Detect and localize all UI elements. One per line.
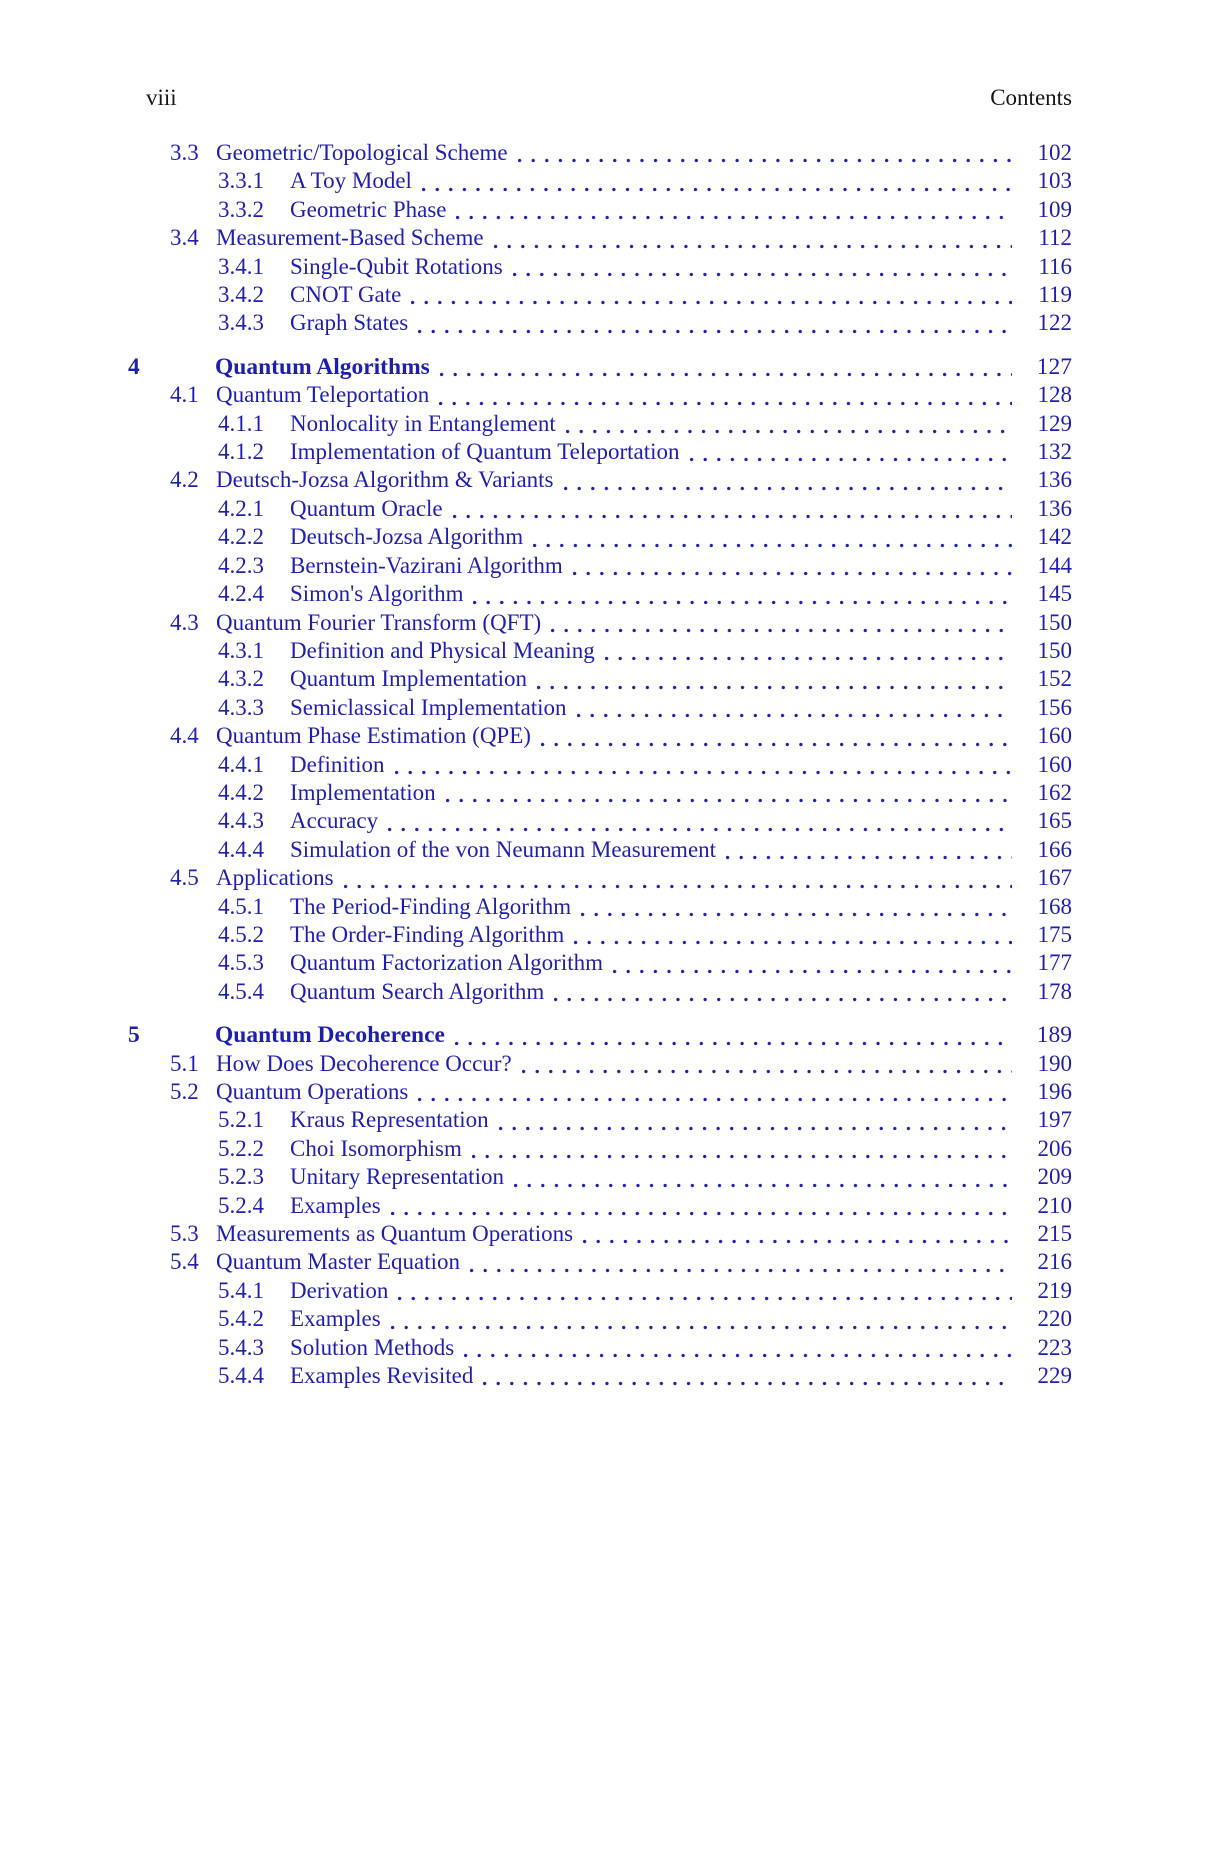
toc-entry-page: 168	[1037, 893, 1072, 919]
toc-entry-number: 4.5.4	[218, 978, 264, 1004]
toc-entry-page: 165	[1037, 808, 1072, 834]
toc-entry[interactable]	[128, 978, 1072, 1006]
toc-entry[interactable]	[128, 779, 1072, 807]
dot-leader-icon	[573, 558, 1012, 580]
dot-leader-icon	[439, 388, 1012, 410]
dot-leader-icon	[418, 316, 1012, 338]
toc-entry[interactable]	[128, 353, 1072, 381]
toc-entry-number: 4.5.3	[218, 950, 264, 976]
toc-entry-title: The Order-Finding Algorithm	[290, 921, 565, 947]
toc-entry-title: Measurements as Quantum Operations	[216, 1221, 574, 1247]
dot-leader-icon	[472, 1141, 1012, 1163]
toc-entry-title: Simon's Algorithm	[290, 581, 464, 607]
toc-entry-number: 5.2.2	[218, 1135, 264, 1161]
dot-leader-icon	[581, 899, 1012, 921]
toc-entry-number: 3.3	[170, 140, 199, 165]
toc-entry[interactable]	[128, 1021, 1072, 1049]
toc-entry-title: Quantum Master Equation	[216, 1249, 461, 1275]
toc-entry-number: 5.4.1	[218, 1277, 264, 1303]
dot-leader-icon	[470, 1255, 1012, 1277]
toc-entry-title: Accuracy	[290, 808, 379, 834]
toc-entry-title: Solution Methods	[290, 1334, 455, 1360]
toc-entry[interactable]	[128, 921, 1072, 949]
toc-entry[interactable]	[128, 438, 1072, 466]
toc-entry[interactable]	[128, 609, 1072, 637]
toc-entry-number: 4.3	[170, 609, 199, 635]
toc-entry-title: Single-Qubit Rotations	[290, 253, 503, 279]
dot-leader-icon	[398, 1283, 1012, 1305]
toc-entry-page: 196	[1037, 1079, 1072, 1104]
toc-entry-page: 197	[1037, 1107, 1072, 1133]
toc-entry-title: Geometric Phase	[290, 196, 447, 222]
toc-entry[interactable]	[128, 722, 1072, 750]
toc-entry-title: Choi Isomorphism	[290, 1135, 462, 1161]
toc-entry-number: 4.1.2	[218, 439, 264, 465]
toc-entry-number: 4.2.4	[218, 581, 264, 607]
toc-entry-number: 5.2.4	[218, 1192, 264, 1218]
toc-entry[interactable]	[128, 1163, 1072, 1191]
dot-leader-icon	[583, 1226, 1012, 1248]
toc-entry[interactable]	[128, 949, 1072, 977]
toc-entry-title: Definition	[290, 751, 385, 777]
toc-entry-number: 4.4	[170, 723, 199, 749]
toc-entry[interactable]	[128, 864, 1072, 892]
toc-entry-number: 5.4.4	[218, 1363, 264, 1389]
toc-entry-page: 122	[1037, 310, 1072, 336]
toc-entry[interactable]	[128, 1334, 1072, 1362]
toc-entry-number: 5	[128, 1022, 140, 1049]
toc-entry[interactable]	[128, 466, 1072, 494]
toc-entry[interactable]	[128, 309, 1072, 337]
toc-entry-page: 160	[1037, 751, 1072, 777]
dot-leader-icon	[418, 1084, 1012, 1106]
toc-entry-number: 4.3.2	[218, 666, 264, 692]
toc-entry[interactable]	[128, 381, 1072, 409]
toc-entry-page: 162	[1037, 779, 1072, 805]
toc-entry-title: Quantum Fourier Transform (QFT)	[216, 609, 542, 635]
toc-entry-page: 206	[1037, 1135, 1072, 1161]
toc-entry[interactable]	[128, 552, 1072, 580]
dot-leader-icon	[574, 927, 1012, 949]
toc-entry-number: 4.5.1	[218, 893, 264, 919]
dot-leader-icon	[344, 871, 1012, 893]
dot-leader-icon	[440, 359, 1012, 381]
toc-entry-title: Derivation	[290, 1277, 389, 1303]
toc-entry-title: Quantum Oracle	[290, 495, 443, 521]
toc-entry-title: Quantum Implementation	[290, 666, 527, 692]
toc-entry-page: 102	[1037, 140, 1072, 165]
page-number-label: viii	[146, 85, 177, 110]
running-header	[146, 84, 1072, 112]
toc-entry-number: 5.3	[170, 1221, 199, 1247]
toc-entry[interactable]	[128, 665, 1072, 693]
toc-entry-page: 178	[1037, 978, 1072, 1004]
toc-entry-title: Semiclassical Implementation	[290, 694, 567, 720]
toc-entry[interactable]	[128, 1305, 1072, 1333]
toc-entry-number: 5.2	[170, 1079, 199, 1104]
dot-leader-icon	[541, 729, 1012, 751]
toc-entry-number: 4.2.2	[218, 524, 264, 550]
toc-entry-page: 160	[1037, 723, 1072, 749]
dot-leader-icon	[726, 842, 1012, 864]
toc-entry[interactable]	[128, 281, 1072, 309]
dot-leader-icon	[388, 814, 1012, 836]
toc-entry-title: A Toy Model	[290, 168, 412, 194]
toc-entry-page: 150	[1037, 637, 1072, 663]
toc-entry-number: 4.2.3	[218, 552, 264, 578]
dot-leader-icon	[391, 1312, 1012, 1334]
toc-entry-title: Deutsch-Jozsa Algorithm & Variants	[216, 467, 554, 493]
dot-leader-icon	[518, 145, 1012, 167]
toc-entry-number: 4.5.2	[218, 921, 264, 947]
toc-entry-number: 4.4.3	[218, 808, 264, 834]
dot-leader-icon	[566, 416, 1012, 438]
dot-leader-icon	[533, 530, 1012, 552]
dot-leader-icon	[554, 984, 1012, 1006]
toc-entry-page: 189	[1036, 1022, 1072, 1049]
dot-leader-icon	[522, 1056, 1012, 1078]
toc-entry-number: 5.4	[170, 1249, 199, 1275]
toc-entry-page: 166	[1037, 836, 1072, 862]
toc-entry-number: 4.2.1	[218, 495, 264, 521]
toc-entry-page: 175	[1037, 921, 1072, 947]
toc-entry[interactable]	[128, 1248, 1072, 1276]
toc-entry-number: 3.4	[170, 225, 199, 251]
toc-entry-title: Quantum Operations	[216, 1079, 409, 1104]
toc-entry-title: Unitary Representation	[290, 1164, 504, 1190]
toc-entry-page: 152	[1037, 666, 1072, 692]
toc-entry-page: 167	[1037, 865, 1072, 891]
toc-entry[interactable]	[128, 836, 1072, 864]
toc-entry-title: Kraus Representation	[290, 1107, 489, 1133]
toc-entry-title: CNOT Gate	[290, 282, 402, 308]
dot-leader-icon	[564, 473, 1013, 495]
toc-entry-title: Quantum Phase Estimation (QPE)	[216, 723, 531, 749]
toc-entry[interactable]	[128, 1362, 1072, 1390]
dot-leader-icon	[690, 444, 1012, 466]
toc-entry-page: 112	[1038, 225, 1072, 251]
dot-leader-icon	[605, 643, 1012, 665]
toc-entry-page: 119	[1038, 282, 1072, 308]
toc-entry-title: Implementation	[290, 779, 436, 805]
dot-leader-icon	[483, 1368, 1012, 1390]
toc-entry-page: 219	[1037, 1277, 1072, 1303]
toc-entry-title: Simulation of the von Neumann Measurement	[290, 836, 717, 862]
toc-entry-title: Examples	[290, 1306, 381, 1332]
toc-entry[interactable]	[128, 196, 1072, 224]
toc-list	[128, 139, 1072, 1390]
toc-entry-number: 3.3.1	[218, 168, 264, 194]
toc-entry-title: Quantum Search Algorithm	[290, 978, 545, 1004]
toc-entry-number: 4.2	[170, 467, 199, 493]
toc-entry[interactable]	[128, 893, 1072, 921]
toc-entry[interactable]	[128, 523, 1072, 551]
toc-entry-title: Quantum Decoherence	[215, 1022, 445, 1049]
toc-entry-number: 4.4.4	[218, 836, 264, 862]
toc-entry-number: 5.1	[170, 1050, 199, 1076]
toc-entry-page: 144	[1037, 552, 1072, 578]
toc-entry-page: 220	[1037, 1306, 1072, 1332]
dot-leader-icon	[395, 757, 1012, 779]
toc-entry[interactable]	[128, 224, 1072, 252]
toc-entry-title: Deutsch-Jozsa Algorithm	[290, 524, 524, 550]
toc-entry[interactable]	[128, 253, 1072, 281]
toc-entry-title: The Period-Finding Algorithm	[290, 893, 572, 919]
toc-entry-page: 109	[1037, 196, 1072, 222]
toc-entry-page: 190	[1037, 1050, 1072, 1076]
dot-leader-icon	[464, 1340, 1012, 1362]
toc-entry-page: 127	[1036, 353, 1072, 380]
toc-entry-title: Measurement-Based Scheme	[216, 225, 484, 251]
toc-entry-title: Examples	[290, 1192, 381, 1218]
toc-entry-title: Graph States	[290, 310, 409, 336]
toc-entry-number: 3.3.2	[218, 196, 264, 222]
toc-entry-page: 116	[1038, 253, 1072, 279]
toc-entry[interactable]	[128, 637, 1072, 665]
toc-entry-number: 4.1	[170, 382, 199, 408]
toc-entry[interactable]	[128, 139, 1072, 167]
toc-entry-number: 5.4.3	[218, 1334, 264, 1360]
dot-leader-icon	[514, 1170, 1012, 1192]
dot-leader-icon	[473, 587, 1012, 609]
toc-entry[interactable]	[128, 410, 1072, 438]
toc-entry-title: Geometric/Topological Scheme	[216, 140, 508, 165]
toc-entry[interactable]	[128, 580, 1072, 608]
toc-entry[interactable]	[128, 1220, 1072, 1248]
toc-entry-page: 129	[1037, 410, 1072, 436]
toc-entry[interactable]	[128, 1106, 1072, 1134]
dot-leader-icon	[455, 1028, 1012, 1050]
toc-entry-title: Applications	[216, 865, 334, 891]
toc-entry-page: 210	[1037, 1192, 1072, 1218]
toc-entry[interactable]	[128, 1050, 1072, 1078]
toc-entry-title: Implementation of Quantum Teleportation	[290, 439, 680, 465]
toc-entry-page: 215	[1037, 1221, 1072, 1247]
dot-leader-icon	[391, 1198, 1012, 1220]
toc-entry-page: 132	[1037, 439, 1072, 465]
dot-leader-icon	[453, 501, 1012, 523]
dot-leader-icon	[513, 259, 1012, 281]
toc-entry-number: 5.2.3	[218, 1164, 264, 1190]
toc-entry[interactable]	[128, 495, 1072, 523]
toc-entry[interactable]	[128, 167, 1072, 195]
toc-entry[interactable]	[128, 1277, 1072, 1305]
toc-entry-number: 3.4.2	[218, 282, 264, 308]
toc-entry-title: Definition and Physical Meaning	[290, 637, 595, 663]
toc-entry-page: 142	[1037, 524, 1072, 550]
toc-entry-title: Examples Revisited	[290, 1363, 474, 1389]
toc-entry-number: 4.1.1	[218, 410, 264, 436]
toc-entry-title: Nonlocality in Entanglement	[290, 410, 556, 436]
dot-leader-icon	[551, 615, 1012, 637]
dot-leader-icon	[577, 700, 1012, 722]
dot-leader-icon	[411, 287, 1012, 309]
toc-entry-number: 4	[128, 353, 140, 380]
toc-entry[interactable]	[128, 1135, 1072, 1163]
dot-leader-icon	[499, 1113, 1012, 1135]
toc-entry-number: 5.2.1	[218, 1107, 264, 1133]
toc-entry-number: 4.4.1	[218, 751, 264, 777]
toc-entry-title: How Does Decoherence Occur?	[216, 1050, 512, 1076]
dot-leader-icon	[494, 231, 1012, 253]
dot-leader-icon	[456, 202, 1012, 224]
toc-entry[interactable]	[128, 751, 1072, 779]
toc-entry[interactable]	[128, 1078, 1072, 1106]
toc-entry[interactable]	[128, 807, 1072, 835]
toc-entry-page: 145	[1037, 581, 1072, 607]
toc-entry-number: 4.3.1	[218, 637, 264, 663]
toc-entry-page: 103	[1037, 168, 1072, 194]
dot-leader-icon	[613, 956, 1012, 978]
toc-entry-page: 177	[1037, 950, 1072, 976]
toc-entry-title: Quantum Teleportation	[216, 382, 430, 408]
toc-entry[interactable]	[128, 694, 1072, 722]
dot-leader-icon	[446, 785, 1012, 807]
dot-leader-icon	[537, 672, 1012, 694]
toc-entry-page: 150	[1037, 609, 1072, 635]
toc-entry-number: 4.5	[170, 865, 199, 891]
dot-leader-icon	[422, 174, 1012, 196]
toc-entry-page: 229	[1037, 1363, 1072, 1389]
toc-entry-number: 3.4.1	[218, 253, 264, 279]
toc-entry-page: 136	[1037, 467, 1072, 493]
toc-entry-title: Quantum Factorization Algorithm	[290, 950, 604, 976]
toc-entry-page: 128	[1037, 382, 1072, 408]
toc-entry-page: 136	[1037, 495, 1072, 521]
toc-entry-page: 216	[1037, 1249, 1072, 1275]
toc-entry-title: Quantum Algorithms	[215, 353, 430, 380]
toc-entry-number: 3.4.3	[218, 310, 264, 336]
toc-entry-page: 223	[1037, 1334, 1072, 1360]
toc-entry-title: Bernstein-Vazirani Algorithm	[290, 552, 563, 578]
toc-entry[interactable]	[128, 1192, 1072, 1220]
toc-entry-number: 5.4.2	[218, 1306, 264, 1332]
toc-entry-page: 209	[1037, 1164, 1072, 1190]
toc-entry-number: 4.4.2	[218, 779, 264, 805]
toc-entry-page: 156	[1037, 694, 1072, 720]
toc-entry-number: 4.3.3	[218, 694, 264, 720]
header-title: Contents	[990, 85, 1072, 110]
